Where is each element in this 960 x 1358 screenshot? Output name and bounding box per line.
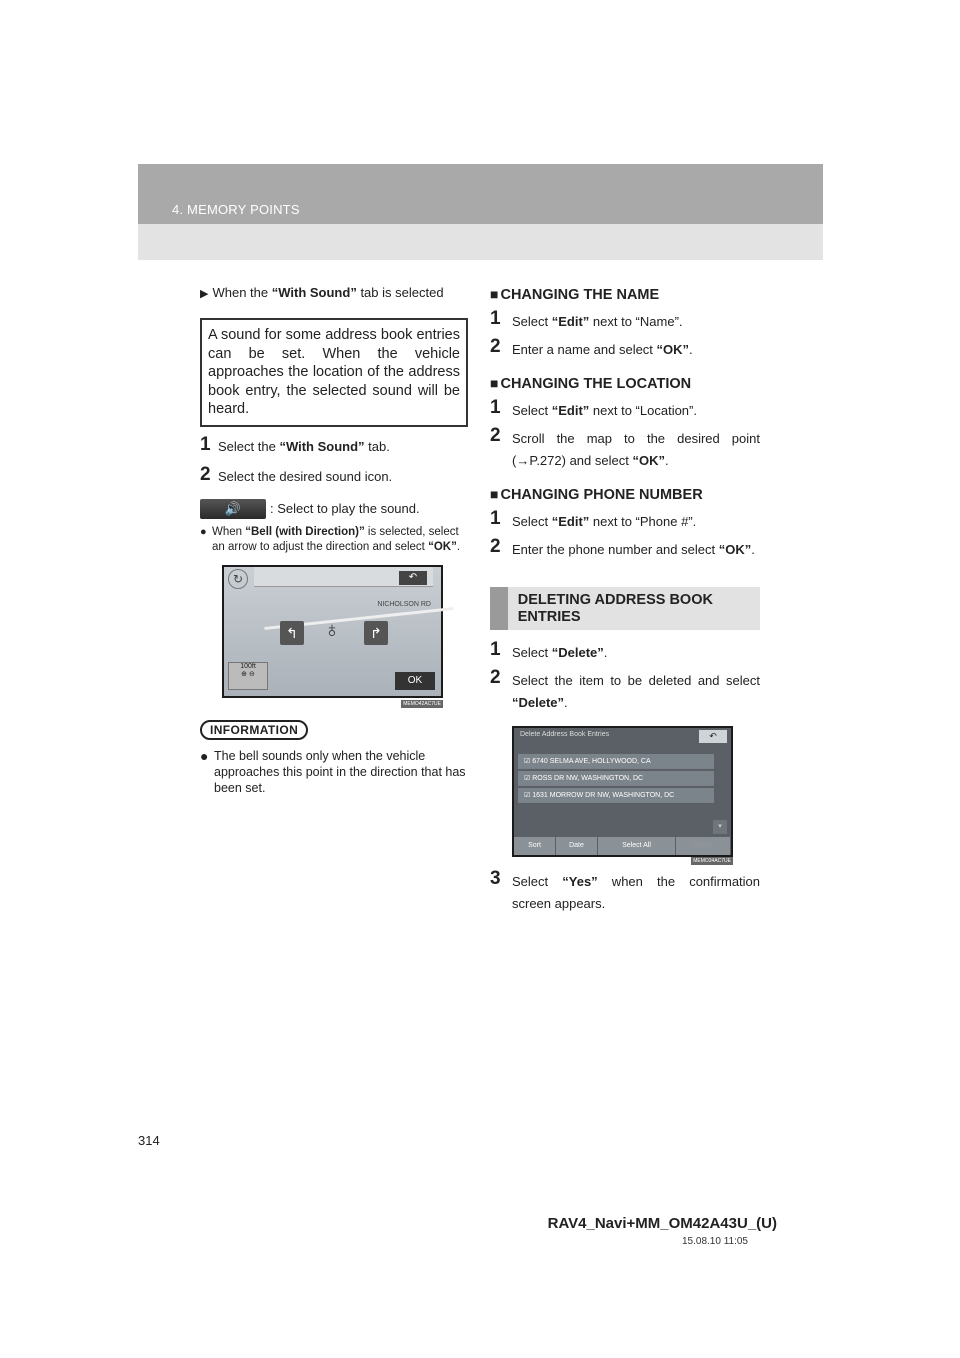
square-icon: ■ <box>490 286 499 302</box>
section-title: 4. MEMORY POINTS <box>172 202 300 217</box>
play-sound-button[interactable] <box>200 499 266 519</box>
direction-screen <box>222 565 443 707</box>
zoom-out-icon: ⊖ <box>248 670 255 678</box>
scroll-down-button[interactable]: ▾ <box>713 820 727 834</box>
bullet-icon: ● <box>200 747 209 764</box>
bell-direction-bullet: ● When “Bell (with Direction)” is selected, select an arrow to adjust the direction and select “OK”. <box>200 525 461 553</box>
sound-row: 🔊 : Select to play the sound. <box>200 499 468 519</box>
list-item[interactable]: ☑ 6740 SELMA AVE, HOLLYWOOD, CA <box>518 754 714 769</box>
step-1: 1 Select the “With Sound” tab. <box>200 433 390 455</box>
information-block <box>200 698 468 796</box>
name-step-2: 2 Enter a name and select “OK”. <box>490 336 693 357</box>
lead-line: ▶ When the “With Sound” tab is selected <box>200 285 444 300</box>
print-date: 15.08.10 11:05 <box>682 1236 748 1247</box>
list-item[interactable]: ☑ ROSS DR NW, WASHINGTON, DC <box>518 771 714 786</box>
square-icon: ■ <box>490 486 499 502</box>
information-text: ● The bell sounds only when the vehicle approaches this point in the direction that has been set. <box>200 747 466 795</box>
step-2: 2 Select the desired sound icon. <box>200 463 393 485</box>
bell-icon: ♁ <box>323 616 341 642</box>
information-label: INFORMATION <box>200 720 308 740</box>
heading-change-name: ■ CHANGING THE NAME <box>490 286 660 303</box>
select-all-button[interactable]: Select All <box>598 837 676 855</box>
zoom-control[interactable]: 100ft ⊕ ⊖ <box>228 662 268 690</box>
page-number: 314 <box>138 1133 160 1148</box>
screen-topbar <box>254 567 433 587</box>
location-step-1: 1 Select “Edit” next to “Location”. <box>490 397 697 418</box>
triangle-icon: ▶ <box>200 288 209 300</box>
location-step-2: 2 Scroll the map to the desired point (→P.272) and select “OK”. <box>490 425 760 468</box>
phone-step-2: 2 Enter the phone number and select “OK”. <box>490 536 755 557</box>
sort-button[interactable]: Sort <box>514 837 556 855</box>
bullet-icon: ● <box>200 525 207 538</box>
zoom-in-icon: ⊕ <box>241 670 248 678</box>
image-code: MEMO34AC7UE <box>693 858 731 864</box>
checkbox-icon: ☑ <box>524 792 533 799</box>
heading-change-phone: ■ CHANGING PHONE NUMBER <box>490 486 703 503</box>
delete-entries-screen <box>512 726 733 864</box>
compass-icon: ↻ <box>228 569 248 589</box>
model-code: RAV4_Navi+MM_OM42A43U_(U) <box>547 1215 777 1232</box>
street-label: NICHOLSON RD <box>377 600 431 608</box>
phone-step-1: 1 Select “Edit” next to “Phone #”. <box>490 508 697 529</box>
date-button[interactable]: Date <box>556 837 598 855</box>
right-column <box>490 284 760 915</box>
list-item[interactable]: ☑ 1631 MORROW DR NW, WASHINGTON, DC <box>518 788 714 803</box>
delete-button[interactable]: Delete <box>676 837 731 855</box>
ok-button[interactable]: OK <box>395 672 435 690</box>
rotate-left-arrow-button[interactable]: ↰ <box>280 621 304 645</box>
rotate-right-arrow-button[interactable]: ↱ <box>364 621 388 645</box>
delete-section-title-box: DELETING ADDRESS BOOK ENTRIES <box>490 587 760 630</box>
name-step-1: 1 Select “Edit” next to “Name”. <box>490 308 683 329</box>
square-icon: ■ <box>490 375 499 391</box>
title-bar-accent <box>490 587 508 630</box>
back-button[interactable]: ↶ <box>399 571 427 585</box>
back-button[interactable]: ↶ <box>699 730 727 743</box>
screen-bottom-bar <box>514 837 731 855</box>
heading-change-location: ■ CHANGING THE LOCATION <box>490 375 692 392</box>
screen-title: Delete Address Book Entries <box>520 731 610 738</box>
header-subband <box>138 224 823 260</box>
checkbox-icon: ☑ <box>524 775 533 782</box>
delete-step-2: 2 Select the item to be deleted and select “Delete”. <box>490 667 760 710</box>
delete-step-1: 1 Select “Delete”. <box>490 639 608 660</box>
delete-step-3: 3 Select “Yes” when the confirmation screen appears. <box>490 868 761 911</box>
checkbox-icon: ☑ <box>524 758 533 765</box>
image-code: MEMO42AC7UE <box>403 700 441 707</box>
left-column <box>200 284 468 796</box>
speaker-icon: 🔊 <box>224 500 242 516</box>
sound-note-box: A sound for some address book entries can be set. When the vehicle approaches the location of the address book entry, the selected sound will be heard. <box>200 318 468 427</box>
